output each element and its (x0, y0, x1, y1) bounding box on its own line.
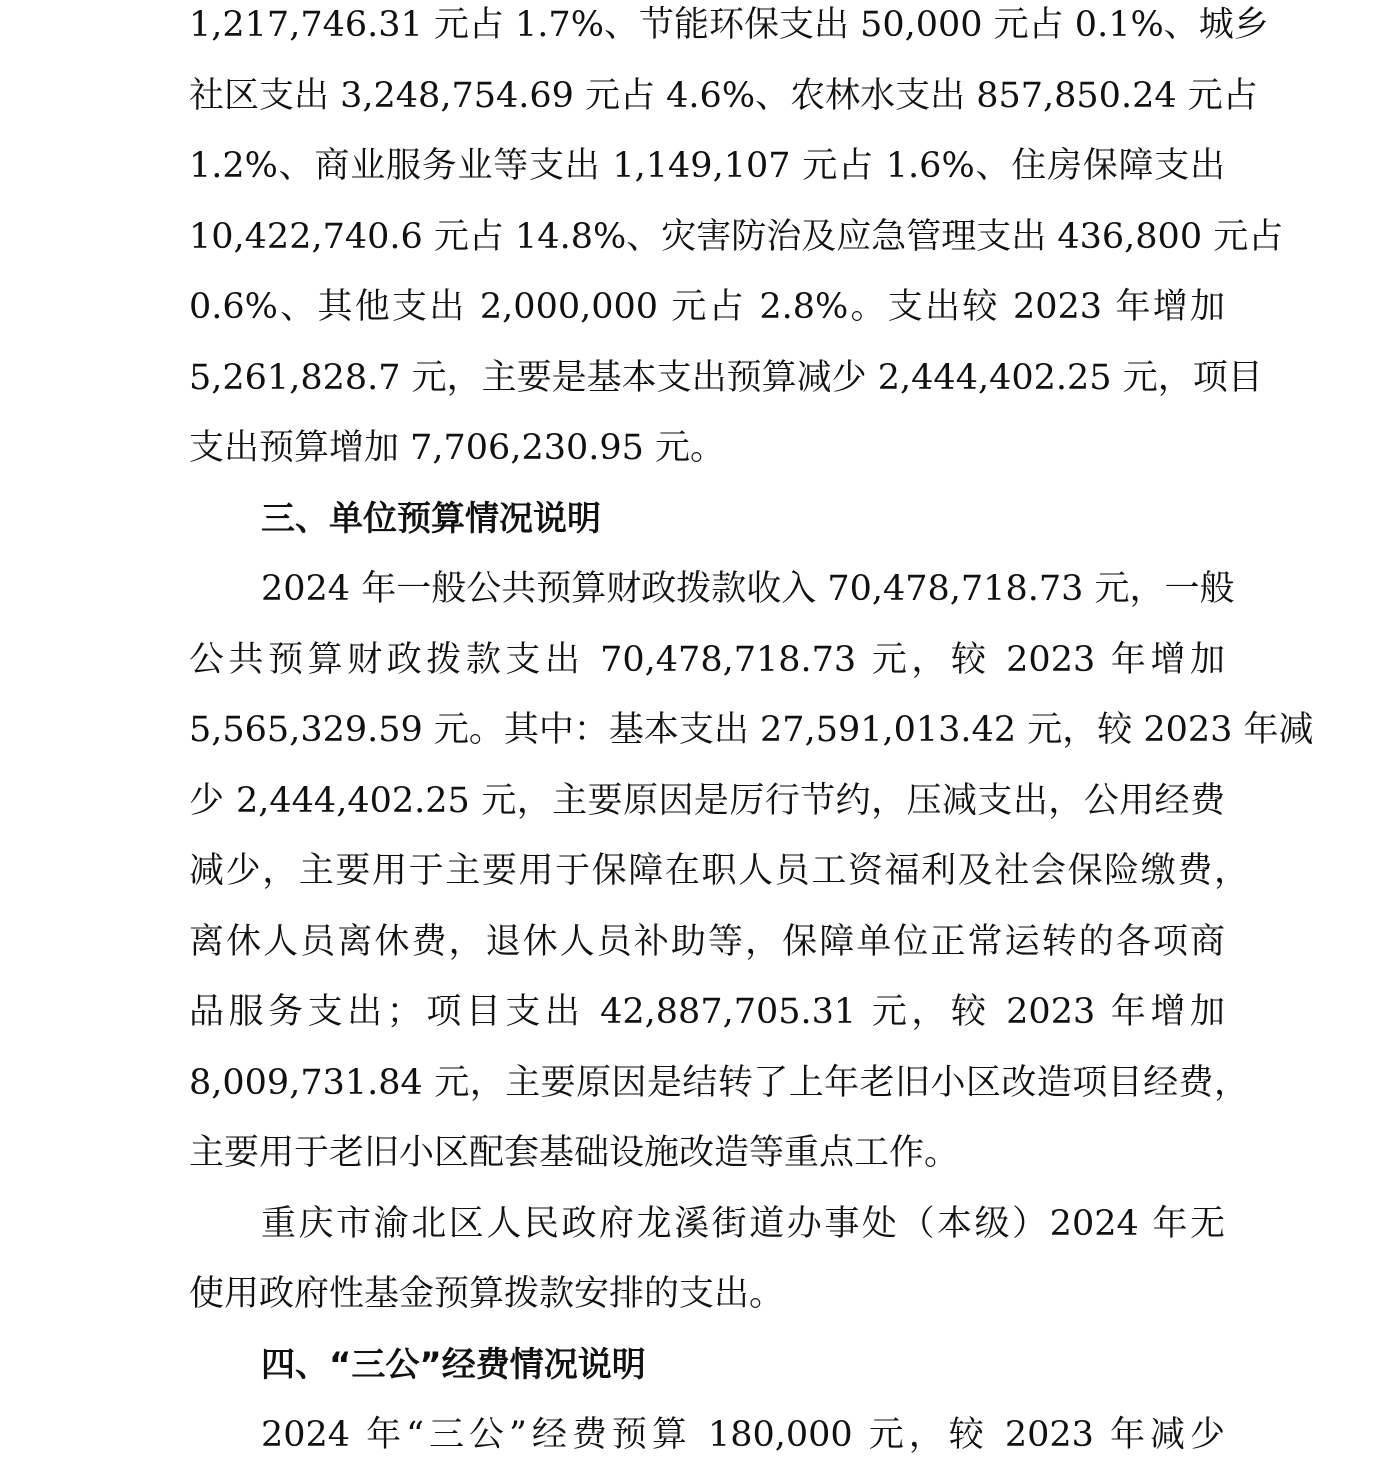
text-line: 1,217,746.31 元占 1.7%、节能环保支出 50,000 元占 0.1%、城乡 (189, 5, 1269, 45)
section-heading: 三、单位预算情况说明 (261, 499, 601, 539)
text-line: 少 2,444,402.25 元，主要原因是厉行节约，压减支出，公用经费 (189, 781, 1225, 821)
text-line: 10,422,740.6 元占 14.8%、灾害防治及应急管理支出 436,800 元占 (189, 217, 1284, 257)
text-line: 减少，主要用于主要用于保障在职人员工资福利及社会保险缴费， (189, 851, 1249, 891)
text-line: 使用政府性基金预算拨款安排的支出。 (189, 1274, 785, 1314)
text-line: 离休人员离休费，退休人员补助等，保障单位正常运转的各项商 (189, 922, 1225, 962)
text-line: 重庆市渝北区人民政府龙溪街道办事处（本级）2024 年无 (261, 1204, 1225, 1244)
text-line: 1.2%、商业服务业等支出 1,149,107 元占 1.6%、住房保障支出 (189, 146, 1225, 186)
text-line: 社区支出 3,248,754.69 元占 4.6%、农林水支出 857,850.24 元占 (189, 76, 1258, 116)
text-line: 5,565,329.59 元。其中：基本支出 27,591,013.42 元，较 2023 年减 (189, 710, 1314, 750)
text-line: 主要用于老旧小区配套基础设施改造等重点工作。 (189, 1133, 960, 1173)
text-line: 5,261,828.7 元，主要是基本支出预算减少 2,444,402.25 元，项目 (189, 358, 1263, 398)
text-line: 公共预算财政拨款支出 70,478,718.73 元，较 2023 年增加 (189, 640, 1225, 680)
text-line: 支出预算增加 7,706,230.95 元。 (189, 428, 726, 468)
text-line: 8,009,731.84 元，主要原因是结转了上年老旧小区改造项目经费， (189, 1063, 1249, 1103)
text-line: 2024 年一般公共预算财政拨款收入 70,478,718.73 元，一般 (261, 569, 1235, 609)
text-line: 2024 年“三公”经费预算 180,000 元，较 2023 年减少 (261, 1415, 1225, 1455)
section-heading: 四、“三公”经费情况说明 (261, 1345, 646, 1385)
text-line: 品服务支出；项目支出 42,887,705.31 元，较 2023 年增加 (189, 992, 1225, 1032)
text-line: 0.6%、其他支出 2,000,000 元占 2.8%。支出较 2023 年增加 (189, 287, 1225, 327)
